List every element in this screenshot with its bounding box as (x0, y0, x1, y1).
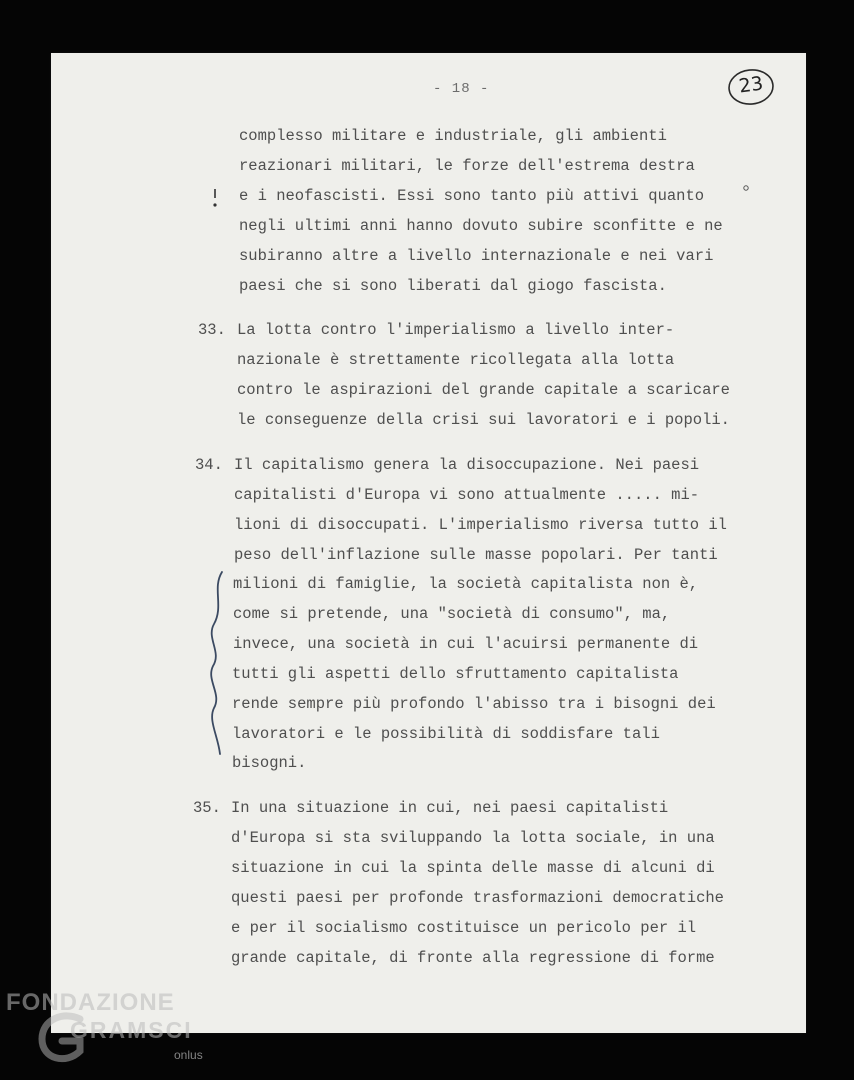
text-line: lioni di disoccupati. L'imperialismo riversa tutto il (234, 516, 727, 534)
text-line: complesso militare e industriale, gli ambienti (239, 127, 667, 145)
text-line: grande capitale, di fronte alla regressione di forme (231, 949, 715, 967)
text-line: reazionari militari, le forze dell'estrema destra (239, 157, 695, 175)
watermark-suffix: onlus (174, 1048, 203, 1062)
watermark-line1: FONDAZIONE (6, 989, 175, 1016)
text-line: questi paesi per profonde trasformazioni democratiche (231, 889, 724, 907)
text-line: negli ultimi anni hanno dovuto subire sconfitte e ne (239, 217, 723, 235)
paragraph-number: 35. (193, 799, 221, 817)
text-line: tutti gli aspetti dello sfruttamento capitalista (232, 665, 679, 683)
text-line: d'Europa si sta sviluppando la lotta sociale, in una (231, 829, 715, 847)
text-line: lavoratori e le possibilità di soddisfare tali (232, 725, 660, 743)
text-line: La lotta contro l'imperialismo a livello inter- (237, 321, 675, 339)
text-line: bisogni. (232, 754, 307, 772)
text-line: milioni di famiglie, la società capitalista non è, (233, 575, 699, 593)
text-line: subiranno altre a livello internazionale e nei vari (239, 247, 714, 265)
paragraph-number: 33. (198, 321, 226, 339)
text-line: capitalisti d'Europa vi sono attualmente ..... mi- (234, 486, 700, 504)
folio-number: 23 (737, 72, 765, 98)
text-line: contro le aspirazioni del grande capitale a scaricare (237, 381, 730, 399)
text-line: e i neofascisti. Essi sono tanto più attivi quanto (239, 187, 705, 205)
text-line: paesi che si sono liberati dal giogo fascista. (239, 277, 667, 295)
watermark-line2: GRAMSCI (70, 1017, 193, 1043)
text-line: In una situazione in cui, nei paesi capitalisti (231, 799, 669, 817)
page-number: - 18 - (433, 81, 490, 97)
text-line: peso dell'inflazione sulle masse popolari. Per tanti (234, 546, 718, 564)
text-line: come si pretende, una "società di consumo", ma, (233, 605, 671, 623)
fondazione-gramsci-watermark (6, 985, 216, 1075)
text-line: Il capitalismo genera la disoccupazione. Nei paesi (234, 456, 700, 474)
text-line: situazione in cui la spinta delle masse di alcuni di (231, 859, 715, 877)
text-line: le conseguenze della crisi sui lavoratori e i popoli. (237, 411, 730, 429)
text-line: rende sempre più profondo l'abisso tra i bisogni dei (232, 695, 716, 713)
paragraph-number: 34. (195, 456, 223, 474)
text-line: e per il socialismo costituisce un pericolo per il (231, 919, 697, 937)
text-line: invece, una società in cui l'acuirsi permanente di (233, 635, 699, 653)
text-line: nazionale è strettamente ricollegata alla lotta (237, 351, 675, 369)
